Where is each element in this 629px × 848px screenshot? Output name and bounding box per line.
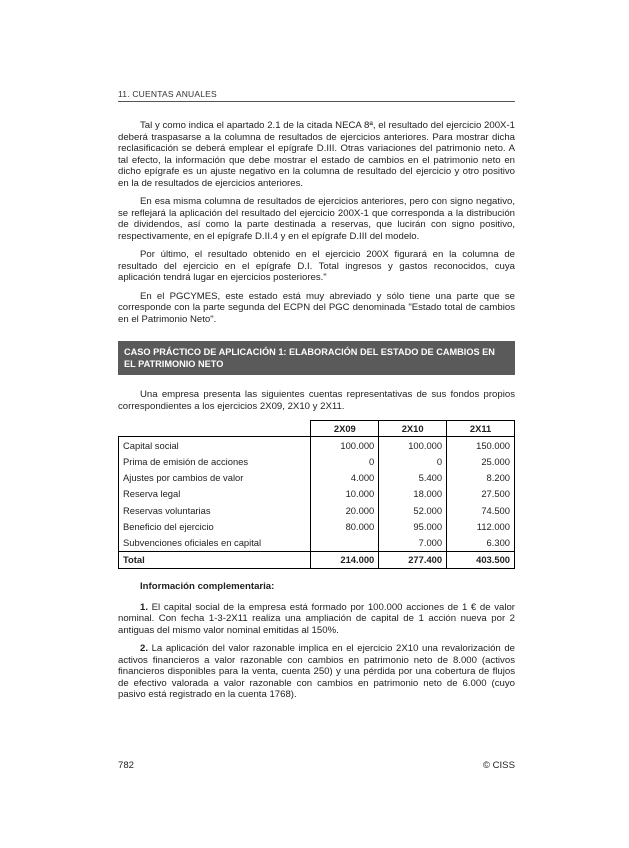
cell-value: 5.400 xyxy=(379,470,447,486)
table-row xyxy=(119,470,515,486)
paragraph: Por último, el resultado obtenido en el ejercicio 200X figurará en la columna de resultado del ejercicio en el epígrafe D.I. Total ingresos y gastos reconocidos, cuya aplicación tendrá lugar en ejercicios posteriores." xyxy=(118,249,515,284)
cell-value: 18.000 xyxy=(379,486,447,502)
cell-value xyxy=(311,535,379,552)
cell-value: 0 xyxy=(311,454,379,470)
table-row xyxy=(119,486,515,502)
item-text: La aplicación del valor razonable implica en el ejercicio 2X10 una revalorización de activos financieros a valor razonable con cambios en patrimonio neto de 8.000 (activos financieros disponibles para la venta, cuenta 250) y una pérdida por una cobertura de flujos de efectivo valorada a valor razonable con cambios en patrimonio neto de 6.000 (cuyo pasivo está registrado en la cuenta 1768). xyxy=(118,642,515,701)
cell-value: 10.000 xyxy=(311,486,379,502)
table-header-blank xyxy=(119,421,311,437)
cell-value: 8.200 xyxy=(447,470,515,486)
row-label: Prima de emisión de acciones xyxy=(119,454,311,470)
info-item xyxy=(118,643,515,701)
quoted-text xyxy=(118,120,515,284)
info-title: Información complementaria: xyxy=(140,580,275,592)
cell-value: 100.000 xyxy=(379,437,447,454)
paragraph: Una empresa presenta las siguientes cuentas representativas de sus fondos propios correspondientes a los ejercicios 2X09, 2X10 y 2X11. xyxy=(118,389,515,412)
row-label: Beneficio del ejercicio xyxy=(119,518,311,534)
info-item xyxy=(118,602,515,637)
cell-value: 112.000 xyxy=(447,518,515,534)
cell-value: 7.000 xyxy=(379,535,447,552)
intro-text xyxy=(118,291,515,326)
total-value: 214.000 xyxy=(311,551,379,568)
total-label: Total xyxy=(119,551,311,568)
accounts-table xyxy=(118,420,515,569)
cell-value: 27.500 xyxy=(447,486,515,502)
page-footer xyxy=(118,760,515,771)
running-header: 11. CUENTAS ANUALES xyxy=(118,89,515,102)
column-header: 2X11 xyxy=(447,421,515,437)
cell-value: 6.300 xyxy=(447,535,515,552)
page-content xyxy=(118,120,515,708)
cell-value: 0 xyxy=(379,454,447,470)
table-row xyxy=(119,518,515,534)
cell-value: 20.000 xyxy=(311,502,379,518)
case-intro xyxy=(118,389,515,412)
cell-value: 95.000 xyxy=(379,518,447,534)
item-text: El capital social de la empresa está formado por 100.000 acciones de 1 € de valor nominal. Con fecha 1-3-2X11 realiza una ampliación de capital de 1 acción nueva por 2 antiguas del mismo valor nominal emitidas al 150%. xyxy=(118,601,515,636)
cell-value: 4.000 xyxy=(311,470,379,486)
item-number: 2. xyxy=(140,642,149,654)
cell-value: 52.000 xyxy=(379,502,447,518)
row-label: Reservas voluntarias xyxy=(119,502,311,518)
cell-value: 100.000 xyxy=(311,437,379,454)
item-number: 1. xyxy=(140,601,149,613)
table-row xyxy=(119,437,515,454)
table-total-row xyxy=(119,551,515,568)
total-value: 277.400 xyxy=(379,551,447,568)
row-label: Reserva legal xyxy=(119,486,311,502)
publisher-mark: © CISS xyxy=(482,760,515,771)
cell-value: 150.000 xyxy=(447,437,515,454)
page-number: 782 xyxy=(118,760,135,771)
cell-value: 80.000 xyxy=(311,518,379,534)
row-label: Ajustes por cambios de valor xyxy=(119,470,311,486)
table-row xyxy=(119,535,515,552)
cell-value: 25.000 xyxy=(447,454,515,470)
paragraph: En esa misma columna de resultados de ejercicios anteriores, pero con signo negativo, se reflejará la aplicación del resultado del ejercicio 200X-1 que corresponda a la distribución de dividendos, así como la parte destinada a reservas, que lucirán con signo positivo, respectivamente, en el epígrafe D.II.4 y en el epígrafe D.III del modelo. xyxy=(118,196,515,242)
table-header-row xyxy=(119,421,515,437)
column-header: 2X10 xyxy=(379,421,447,437)
paragraph: Tal y como indica el apartado 2.1 de la citada NECA 8ª, el resultado del ejercicio 200X-1 deberá traspasarse a la columna de resultados de ejercicios anteriores. Para mostrar dicha reclasificación se deberá emplear el epígrafe D.III. Otras variaciones del patrimonio neto. A tal efecto, la información que debe mostrar el estado de cambios en el patrimonio neto en dicho epígrafe es un ajuste negativo en la columna de resultado del ejercicio y otro positivo en la de resultados de ejercicios anteriores. xyxy=(118,120,515,189)
table-row xyxy=(119,454,515,470)
info-items xyxy=(118,602,515,701)
paragraph: En el PGCYMES, este estado está muy abreviado y sólo tiene una parte que se corresponde con la parte segunda del ECPN del PGC denominada "Estado total de cambios en el Patrimonio Neto". xyxy=(118,290,515,325)
cell-value: 74.500 xyxy=(447,502,515,518)
column-header: 2X09 xyxy=(311,421,379,437)
row-label: Capital social xyxy=(119,437,311,454)
table-row xyxy=(119,502,515,518)
row-label: Subvenciones oficiales en capital xyxy=(119,535,311,552)
case-title-box: CASO PRÁCTICO DE APLICACIÓN 1: ELABORACIÓN DEL ESTADO DE CAMBIOS EN EL PATRIMONIO NETO xyxy=(118,341,515,375)
total-value: 403.500 xyxy=(447,551,515,568)
